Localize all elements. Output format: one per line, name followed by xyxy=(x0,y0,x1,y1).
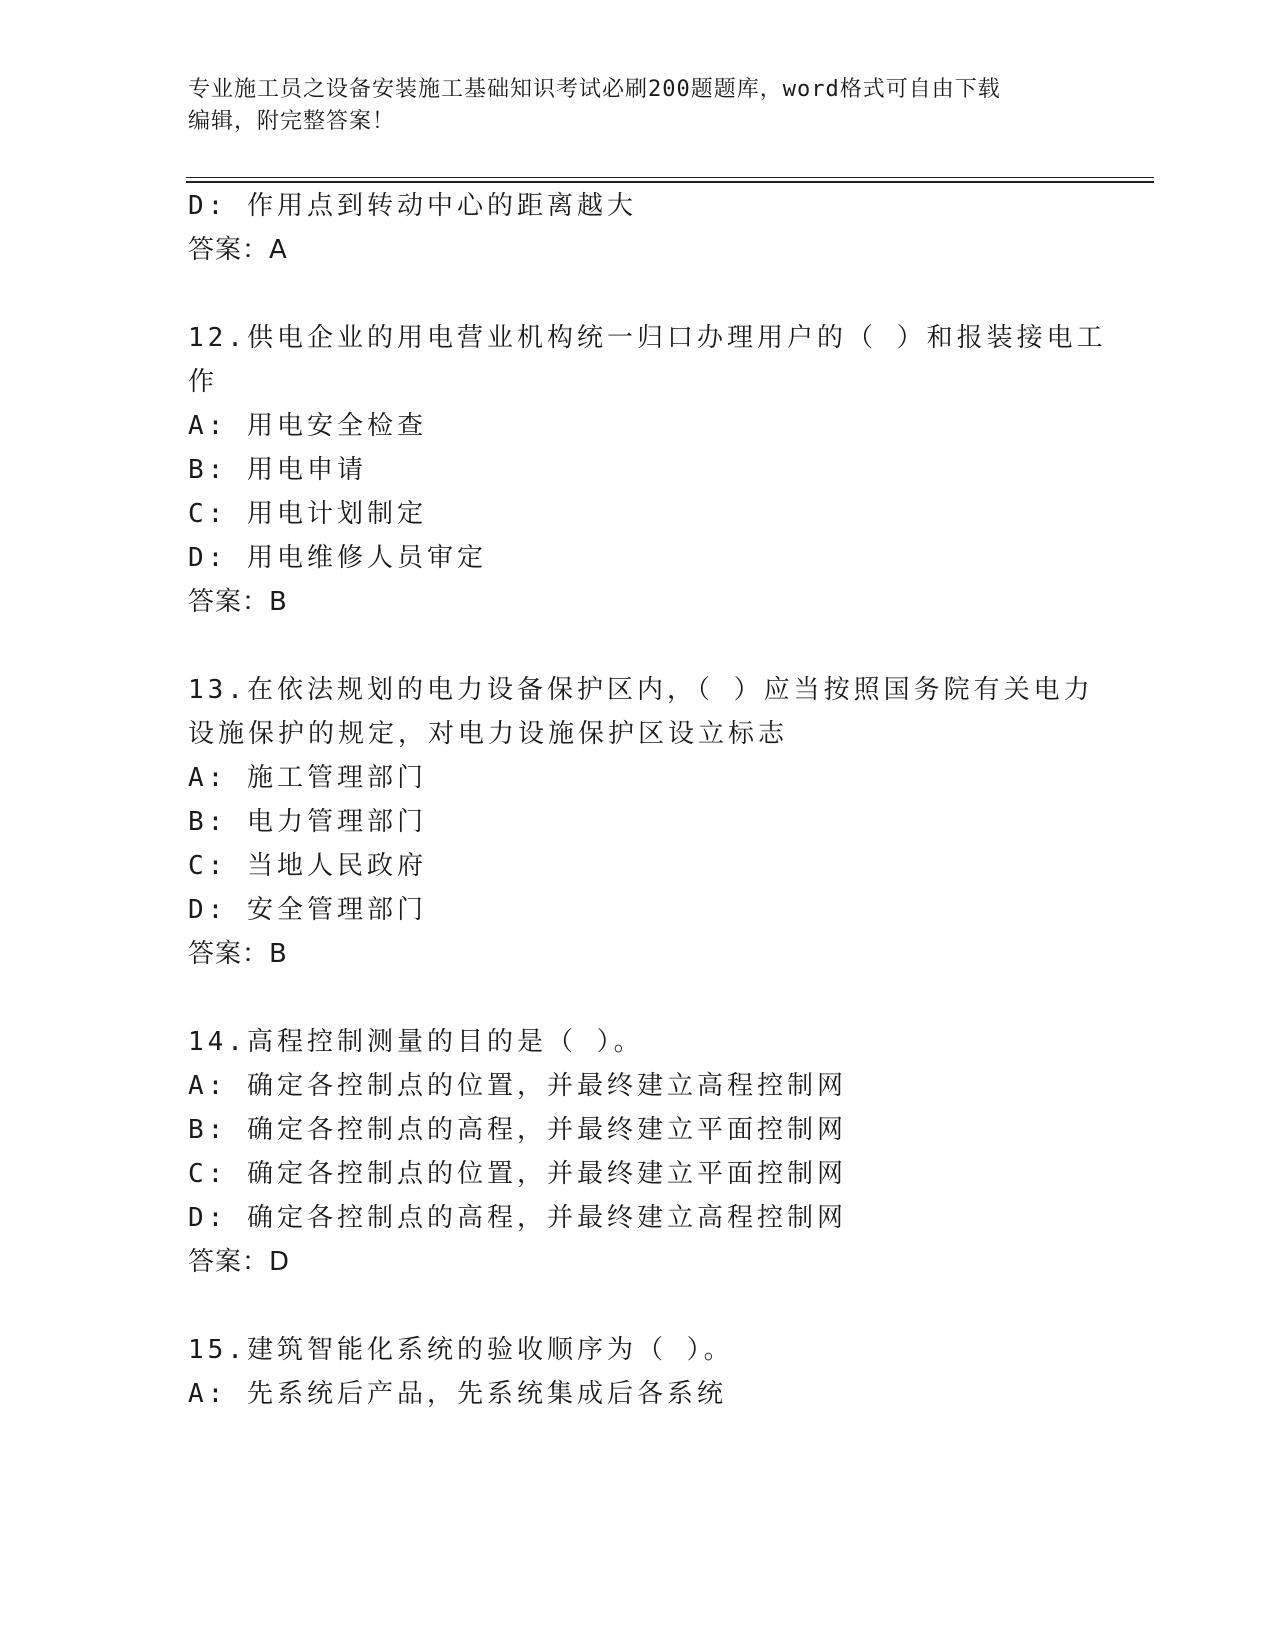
q12-question-line-1: 12.供电企业的用电营业机构统一归口办理用户的（ ）和报装接电工 xyxy=(188,323,1107,353)
q11-option-d: D: 作用点到转动中心的距离越大 xyxy=(188,191,637,221)
header-divider-thin xyxy=(186,177,1154,178)
q12-option-b: B: 用电申请 xyxy=(188,455,367,485)
q12-question-line-2: 作 xyxy=(188,367,219,397)
header-divider-thick xyxy=(186,181,1154,183)
q13-option-b: B: 电力管理部门 xyxy=(188,807,427,837)
q13-option-d: D: 安全管理部门 xyxy=(188,895,427,925)
q14-option-c: C: 确定各控制点的位置，并最终建立平面控制网 xyxy=(188,1159,847,1189)
q12-answer: 答案：B xyxy=(188,587,288,617)
header-title-line-1: 专业施工员之设备安装施工基础知识考试必刷200题题库，word格式可自由下载 xyxy=(188,77,1001,102)
q13-option-a: A: 施工管理部门 xyxy=(188,763,427,793)
q13-question-line-1: 13.在依法规划的电力设备保护区内，（ ）应当按照国务院有关电力 xyxy=(188,675,1094,705)
q12-option-c: C: 用电计划制定 xyxy=(188,499,427,529)
q13-question-line-2: 设施保护的规定，对电力设施保护区设立标志 xyxy=(188,719,789,749)
q12-option-a: A: 用电安全检查 xyxy=(188,411,427,441)
q13-answer: 答案：B xyxy=(188,939,288,969)
q13-option-c: C: 当地人民政府 xyxy=(188,851,427,881)
q14-option-a: A: 确定各控制点的位置，并最终建立高程控制网 xyxy=(188,1071,847,1101)
document-header xyxy=(188,74,1088,138)
q14-option-b: B: 确定各控制点的高程，并最终建立平面控制网 xyxy=(188,1115,847,1145)
q14-answer: 答案：D xyxy=(188,1247,291,1277)
q15-question-line-1: 15.建筑智能化系统的验收顺序为（ ）。 xyxy=(188,1335,734,1365)
q14-option-d: D: 确定各控制点的高程，并最终建立高程控制网 xyxy=(188,1203,847,1233)
q12-option-d: D: 用电维修人员审定 xyxy=(188,543,487,573)
header-title-line-2: 编辑，附完整答案！ xyxy=(188,109,396,134)
q11-answer: 答案：A xyxy=(188,235,288,265)
q15-option-a: A: 先系统后产品，先系统集成后各系统 xyxy=(188,1379,727,1409)
q14-question-line-1: 14.高程控制测量的目的是（ ）。 xyxy=(188,1027,644,1057)
